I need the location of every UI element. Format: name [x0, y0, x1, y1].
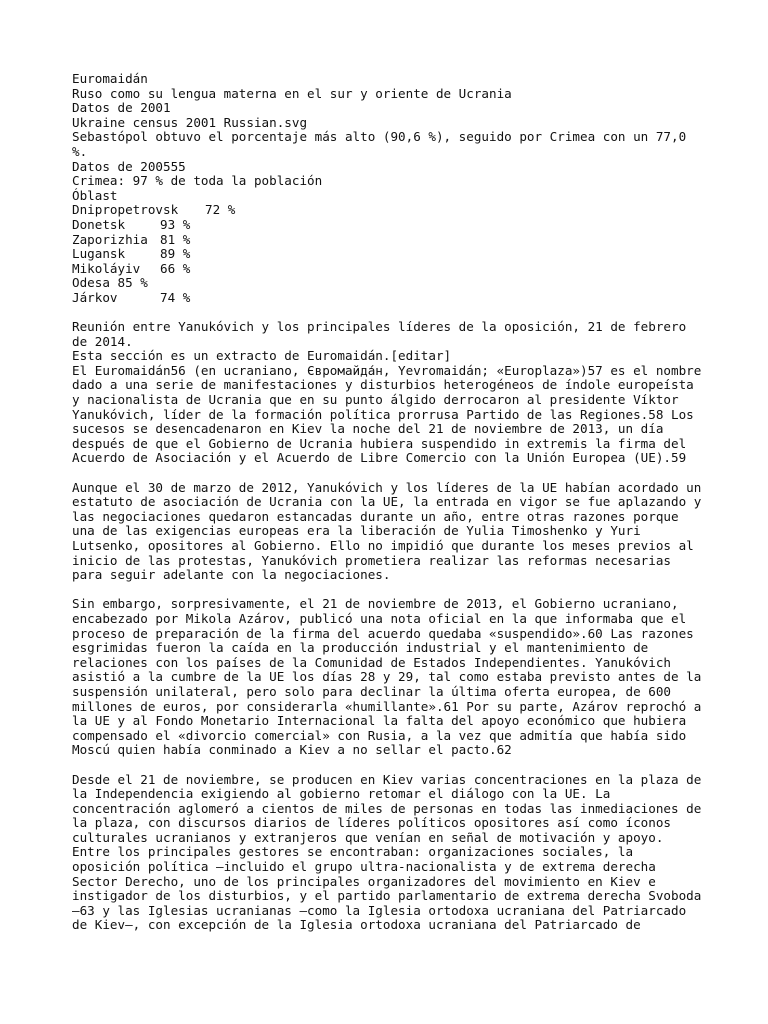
oblast-value: 89 % [160, 246, 191, 262]
text-line: de Kiev—, con excepción de la Iglesia ortodoxa ucraniana del Patriarcado de [72, 917, 641, 933]
paragraph-suspension [72, 597, 712, 758]
table-row [72, 291, 712, 306]
oblast-value: 74 % [160, 289, 191, 305]
text-line: —63 y las Iglesias ucranianas —como la Iglesia ortodoxa ucraniana del Patriarcado [72, 902, 687, 918]
text-line: culturales ucranianos y extranjeros que venían en señal de motivación y apoyo. [72, 829, 664, 845]
oblast-name: Odesa [72, 275, 110, 291]
text-line: Lutsenko, opositores al Gobierno. Ello no impidió que durante los meses previos al [72, 538, 694, 553]
text-line: instigador de los disturbios, y el partido parlamentario de extrema derecha Svoboda [72, 888, 702, 904]
sevastopol-line-2: %. [72, 143, 88, 159]
data-2001-label: Datos de 2001 [72, 100, 171, 116]
text-line: relaciones con los países de la Comunidad de Estados Independientes. Yanukóvich [72, 654, 671, 670]
census-file-name: Ukraine census 2001 Russian.svg [72, 114, 308, 130]
doc-title: Euromaidán [72, 71, 148, 86]
oblast-name: Donetsk [72, 216, 126, 232]
oblast-name: Zaporizhia [72, 231, 148, 247]
text-line: después de que el Gobierno de Ucrania hubiera suspendido in extremis la firma del [72, 435, 687, 451]
text-line: de 2014. [72, 333, 133, 349]
crimea-line: Crimea: 97 % de toda la población [72, 173, 323, 189]
table-row [72, 247, 712, 262]
text-line: asistió a la cumbre de la UE los días 28 y 29, tal como estaba previsto antes de la [72, 669, 702, 685]
oblast-name: Mikoláyiv [72, 260, 141, 276]
oblast-value: 85 % [117, 275, 148, 291]
text-line: las negociaciones quedaron estancadas durante un año, entre otras razones porque [72, 508, 679, 524]
text-line: sucesos se desencadenaron en Kiev la noche del 21 de noviembre de 2013, un día [72, 421, 664, 437]
text-line: El Euromaidán56 (en ucraniano, Євромайда́н, Yevromaidán; «Europlaza»)57 es el nombre [72, 362, 702, 378]
text-line: Entre los principales gestores se encontraban: organizaciones sociales, la [72, 844, 634, 860]
table-row [72, 262, 712, 277]
text-line: Reunión entre Yanukóvich y los principales líderes de la oposición, 21 de febrero [72, 319, 687, 335]
text-line: Esta sección es un extracto de Euromaidán.[editar] [72, 348, 452, 364]
data-2005-label: Datos de 200555 [72, 158, 186, 174]
table-row [72, 233, 712, 248]
table-row [72, 276, 712, 291]
sevastopol-line-1: Sebastópol obtuvo el porcentaje más alto (90,6 %), seguido por Crimea con un 77,0 [72, 129, 687, 145]
text-line: proceso de preparación de la firma del acuerdo quedaba «suspendido».60 Las razones [72, 625, 694, 641]
text-line: oposición política —incluido el grupo ultra-nacionalista y de extrema derecha [72, 859, 656, 875]
oblast-name: Járkov [72, 289, 118, 305]
oblast-header: Óblast [72, 187, 118, 203]
text-line: esgrimidas fueron la caída en la producción industrial y el mantenimiento de [72, 640, 649, 656]
text-line: Sin embargo, sorpresivamente, el 21 de noviembre de 2013, el Gobierno ucraniano, [72, 596, 679, 612]
text-line: estatuto de asociación de Ucrania con la UE, la entrada en vigor se fue aplazando y [72, 494, 702, 510]
text-line: Acuerdo de Asociación y el Acuerdo de Libre Comercio con la Unión Europea (UE).59 [72, 450, 687, 466]
oblast-value: 66 % [160, 260, 191, 276]
oblast-value: 81 % [160, 231, 191, 247]
oblast-name: Lugansk [72, 246, 126, 262]
text-line: Yanukóvich, líder de la formación política prorrusa Partido de las Regiones.58 Los [72, 406, 694, 422]
text-line: Moscú quien había conminado a Kiev a no sellar el pacto.62 [72, 742, 512, 758]
table-row [72, 203, 712, 218]
text-line: para seguir adelante con la negociaciones. [72, 567, 391, 583]
text-line: Aunque el 30 de marzo de 2012, Yanukóvich y los líderes de la UE habían acordado un [72, 479, 702, 495]
text-line: suspensión unilateral, pero solo para declinar la última oferta europea, de 600 [72, 683, 671, 699]
text-line: la Independencia exigiendo al gobierno retomar el diálogo con la UE. La [72, 786, 611, 802]
text-line: Sector Derecho, uno de los principales organizadores del movimiento en Kiev e [72, 873, 656, 889]
oblast-name: Dnipropetrovsk [72, 202, 179, 218]
text-line: la plaza, con discursos diarios de líderes políticos opositores así como íconos [72, 815, 671, 831]
text-line: inicio de las protestas, Yanukóvich prometiera realizar las reformas necesarias [72, 552, 671, 568]
paragraph-protests [72, 773, 712, 934]
text-line: concentración aglomeró a cientos de miles de personas en todas las inmediaciones de [72, 800, 702, 816]
table-row [72, 218, 712, 233]
text-line: y nacionalista de Ucrania que en su punto álgido derrocaron al presidente Víktor [72, 392, 679, 408]
text-line: millones de euros, por considerarla «humillante».61 Por su parte, Azárov reprochó a [72, 698, 702, 714]
text-line: compensado el «divorcio comercial» con Rusia, a la vez que admitía que había sido [72, 727, 687, 743]
paragraph-association-agreement [72, 481, 712, 583]
text-line: dado a una serie de manifestaciones y disturbios heterogéneos de índole europeísta [72, 377, 694, 393]
paragraph-euromaidan-intro [72, 320, 712, 466]
document-page [72, 72, 712, 933]
oblast-value: 93 % [160, 216, 191, 232]
text-line: la UE y al Fondo Monetario Internacional la falta del apoyo económico que hubiera [72, 713, 687, 729]
text-line: encabezado por Mikola Azárov, publicó una nota oficial en la que informaba que el [72, 610, 687, 626]
oblast-table [72, 203, 712, 305]
text-line: Desde el 21 de noviembre, se producen en Kiev varias concentraciones en la plaza de [72, 771, 702, 787]
oblast-value: 72 % [205, 202, 236, 218]
map-caption: Ruso como su lengua materna en el sur y oriente de Ucrania [72, 85, 512, 101]
text-line: una de las exigencias europeas era la liberación de Yulia Timoshenko y Yuri [72, 523, 641, 539]
